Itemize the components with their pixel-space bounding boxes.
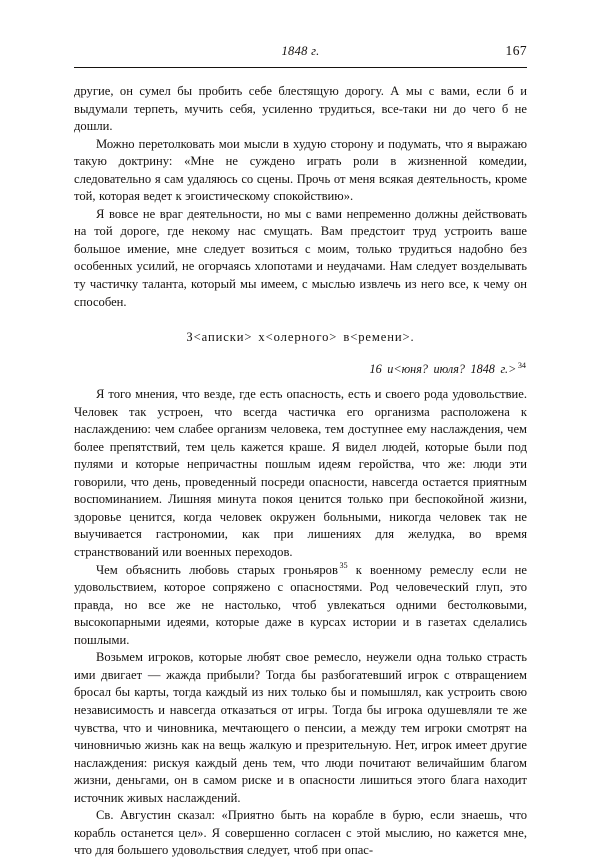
- paragraph-doctrine: Можно перетолковать мои мысли в худую сторону и подумать, что я выражаю такую доктрину: «Мне не суждено играть роли в жизненной комедии, следовательно я сам удаляюсь со сцены. Прочь от меня всякая деятельность, кроме той, которая ведет к эгоистическому спокойствию».: [74, 136, 527, 204]
- grognards-text-before-note: Чем объяснить любовь старых гроньяров: [96, 562, 338, 577]
- footnote-marker-35: 35: [339, 561, 348, 571]
- paragraph-continued: другие, он сумел бы пробить себе блестящую дорогу. А мы с вами, если б и выдумали терпеть, мучить себя, усиленно трудиться, все-таки ни до чего б не дошли.: [74, 84, 527, 134]
- grognards-text-after-note: к военному ремеслу если не удовольствием, которое сопряжено с опасностями. Род человеческий глуп, это правда, но все же не настолько, чтоб увлекаться одними бестолковыми, высокопарными идеями, которые даже в курсах истории и в газетах сделались пошлыми.: [74, 562, 527, 647]
- running-head-title: 1848 г.: [281, 44, 320, 58]
- section-heading: З<аписки> х<олерного> в<ремени>.: [186, 330, 415, 345]
- paragraph-activity: Я вовсе не враг деятельности, но мы с вами непременно должны действовать на той дороге, где некому нас смущать. Вам предстоит труд устроить ваше большое имение, мне следует возиться с моим, только трудиться надобно без особенных усилий, не огорчаясь хлопотами и неудачами. Нам следует возделывать ту частичку таланта, который мы имеем, с мыслью извлечь из него все, к чему он способен.: [74, 206, 527, 309]
- page-number: 167: [505, 43, 527, 58]
- paragraph-augustine: Св. Августин сказал: «Приятно быть на корабле в бурю, если знаешь, что корабль останется цел». Я совершенно согласен с этой мыслию, но кажется мне, что для большего удовольствия следует, чтоб при опас-: [74, 808, 527, 858]
- footnote-marker-34: 34: [517, 361, 526, 371]
- paragraph-grognards: [74, 562, 527, 650]
- section-body-block: [74, 386, 527, 860]
- header-rule: [74, 67, 527, 68]
- section-dateline: [74, 362, 527, 377]
- paragraph-danger-pleasure: Я того мнения, что везде, где есть опасность, есть и своего рода удовольствие. Человек так устроен, что всегда частичка его организма расположена к наслаждению: чем слабее организм человека, тем доступнее ему наслаждения, чем более препятствий, тем цель кажется краше. Я видел людей, которые были под пулями и которые непричастны пошлым идеям геройства, что же: люди эти говорили, что день, проведенный посреди опасности, навсегда остается приятным воспоминанием. Лишняя минута покоя ценится только при беспокойной жизни, здоровье ценится, когда человек окружен больными, никогда человек так не выучивается гастрономии, как при лишениях для желудка, во время странствований или военных переходов.: [74, 387, 527, 560]
- dateline-text: 16 и<юня? июля? 1848 г.>: [369, 362, 517, 377]
- page-content: [74, 44, 527, 860]
- body-text-block: [74, 83, 527, 311]
- running-head: [74, 44, 527, 66]
- paragraph-gamblers: Возьмем игроков, которые любят свое ремесло, неужели одна только страсть ими двигает — жажда прибыли? Тогда бы разбогатевший игрок с отвращением бросал бы карты, тогда каждый из них только бы и помышлял, как устроить свою независимость и навсегда отказаться от игры. Тогда бы игрока одушевляли те же чувства, что и чиновника, мечтающего о пенсии, а между тем игроки смотрят на чиновничью жизнь как на вещь жалкую и презрительную. Нет, игрок имеет другие наслаждения: рискуя каждый день тем, что люди почитают величайшим благом жизни, деньгами, он в самом риске и в опасности лишиться этого блага находит источник живых наслаждений.: [74, 650, 527, 805]
